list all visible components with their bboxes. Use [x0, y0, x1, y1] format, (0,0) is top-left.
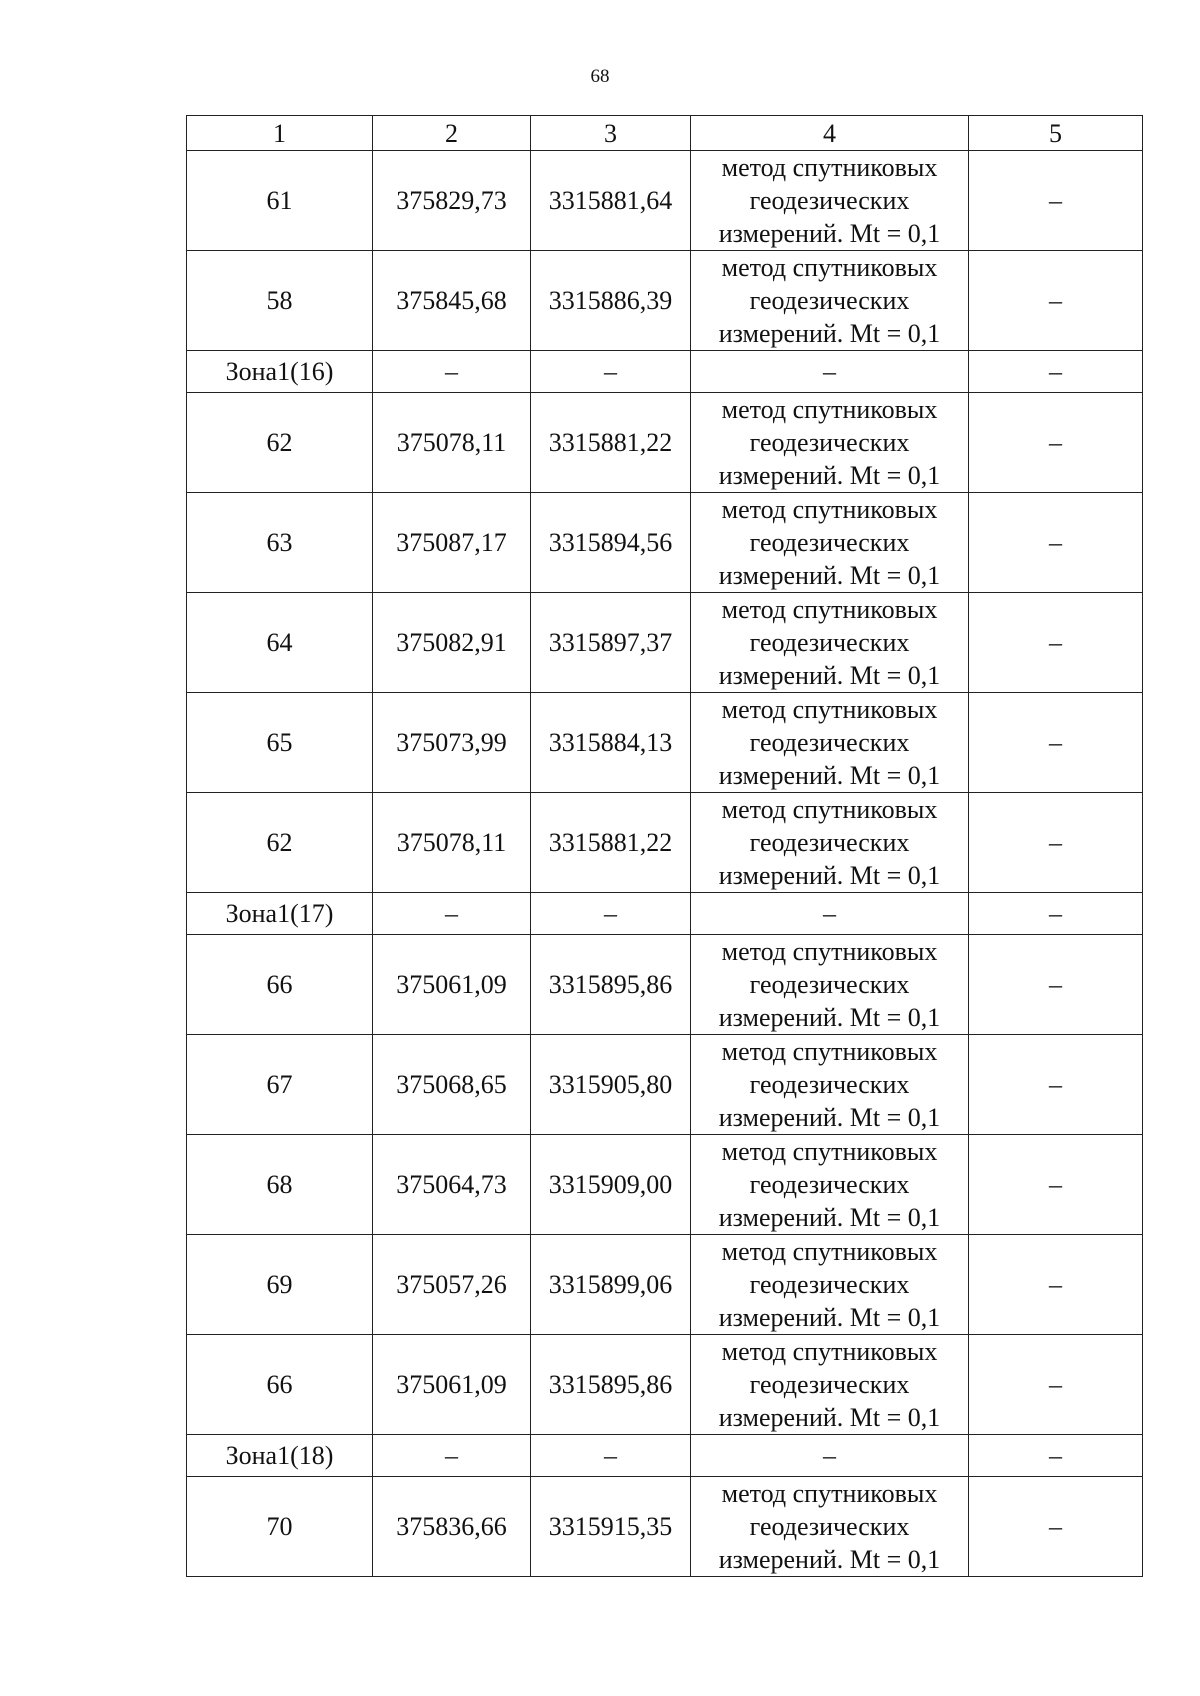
- x-coordinate-cell: 375061,09: [373, 935, 531, 1035]
- table-row: [187, 1335, 1143, 1435]
- header-row: [187, 116, 1143, 151]
- point-cell: Зона1(17): [187, 893, 373, 935]
- note-cell: –: [969, 1335, 1143, 1435]
- x-coordinate-cell: 375061,09: [373, 1335, 531, 1435]
- note-cell: –: [969, 251, 1143, 351]
- table-row: [187, 1477, 1143, 1577]
- point-cell: 61: [187, 151, 373, 251]
- zone-row: [187, 1435, 1143, 1477]
- method-cell: метод спутниковых геодезических измерений. Mt = 0,1: [691, 1035, 969, 1135]
- x-coordinate-cell: 375078,11: [373, 393, 531, 493]
- header-col-2: 2: [373, 116, 531, 151]
- y-coordinate-cell: 3315909,00: [531, 1135, 691, 1235]
- y-coordinate-cell: 3315905,80: [531, 1035, 691, 1135]
- note-cell: –: [969, 1035, 1143, 1135]
- method-cell: метод спутниковых геодезических измерений. Mt = 0,1: [691, 793, 969, 893]
- x-coordinate-cell: –: [373, 351, 531, 393]
- note-cell: –: [969, 1135, 1143, 1235]
- y-coordinate-cell: 3315897,37: [531, 593, 691, 693]
- x-coordinate-cell: 375078,11: [373, 793, 531, 893]
- point-cell: 63: [187, 493, 373, 593]
- page-number: 68: [590, 66, 610, 87]
- note-cell: –: [969, 393, 1143, 493]
- coordinates-table: [186, 115, 1143, 1577]
- table-row: [187, 1035, 1143, 1135]
- y-coordinate-cell: 3315894,56: [531, 493, 691, 593]
- table-row: [187, 793, 1143, 893]
- table-row: [187, 251, 1143, 351]
- x-coordinate-cell: –: [373, 1435, 531, 1477]
- point-cell: 58: [187, 251, 373, 351]
- note-cell: –: [969, 351, 1143, 393]
- header-col-5: 5: [969, 116, 1143, 151]
- y-coordinate-cell: 3315881,22: [531, 393, 691, 493]
- note-cell: –: [969, 893, 1143, 935]
- table-row: [187, 493, 1143, 593]
- point-cell: 66: [187, 1335, 373, 1435]
- y-coordinate-cell: 3315881,64: [531, 151, 691, 251]
- method-cell: метод спутниковых геодезических измерений. Mt = 0,1: [691, 1335, 969, 1435]
- point-cell: 67: [187, 1035, 373, 1135]
- x-coordinate-cell: 375845,68: [373, 251, 531, 351]
- header-col-1: 1: [187, 116, 373, 151]
- method-cell: метод спутниковых геодезических измерений. Mt = 0,1: [691, 935, 969, 1035]
- note-cell: –: [969, 693, 1143, 793]
- y-coordinate-cell: –: [531, 1435, 691, 1477]
- x-coordinate-cell: 375064,73: [373, 1135, 531, 1235]
- y-coordinate-cell: 3315881,22: [531, 793, 691, 893]
- method-cell: –: [691, 351, 969, 393]
- header-col-3: 3: [531, 116, 691, 151]
- table-row: [187, 1235, 1143, 1335]
- x-coordinate-cell: 375073,99: [373, 693, 531, 793]
- point-cell: 64: [187, 593, 373, 693]
- method-cell: –: [691, 1435, 969, 1477]
- header-col-4: 4: [691, 116, 969, 151]
- method-cell: метод спутниковых геодезических измерений. Mt = 0,1: [691, 493, 969, 593]
- y-coordinate-cell: –: [531, 351, 691, 393]
- x-coordinate-cell: –: [373, 893, 531, 935]
- point-cell: 70: [187, 1477, 373, 1577]
- x-coordinate-cell: 375057,26: [373, 1235, 531, 1335]
- note-cell: –: [969, 935, 1143, 1035]
- table-row: [187, 151, 1143, 251]
- table-row: [187, 593, 1143, 693]
- y-coordinate-cell: 3315915,35: [531, 1477, 691, 1577]
- y-coordinate-cell: 3315899,06: [531, 1235, 691, 1335]
- note-cell: –: [969, 793, 1143, 893]
- table-header: [187, 116, 1143, 151]
- note-cell: –: [969, 593, 1143, 693]
- point-cell: 69: [187, 1235, 373, 1335]
- x-coordinate-cell: 375829,73: [373, 151, 531, 251]
- zone-row: [187, 893, 1143, 935]
- point-cell: Зона1(16): [187, 351, 373, 393]
- note-cell: –: [969, 151, 1143, 251]
- method-cell: метод спутниковых геодезических измерений. Mt = 0,1: [691, 151, 969, 251]
- method-cell: –: [691, 893, 969, 935]
- method-cell: метод спутниковых геодезических измерений. Mt = 0,1: [691, 1477, 969, 1577]
- table-body: [187, 151, 1143, 1577]
- y-coordinate-cell: 3315884,13: [531, 693, 691, 793]
- point-cell: 62: [187, 793, 373, 893]
- method-cell: метод спутниковых геодезических измерений. Mt = 0,1: [691, 1135, 969, 1235]
- point-cell: 65: [187, 693, 373, 793]
- point-cell: 68: [187, 1135, 373, 1235]
- note-cell: –: [969, 1477, 1143, 1577]
- point-cell: 62: [187, 393, 373, 493]
- note-cell: –: [969, 1235, 1143, 1335]
- note-cell: –: [969, 493, 1143, 593]
- x-coordinate-cell: 375082,91: [373, 593, 531, 693]
- method-cell: метод спутниковых геодезических измерений. Mt = 0,1: [691, 593, 969, 693]
- y-coordinate-cell: –: [531, 893, 691, 935]
- method-cell: метод спутниковых геодезических измерений. Mt = 0,1: [691, 693, 969, 793]
- point-cell: Зона1(18): [187, 1435, 373, 1477]
- table-row: [187, 935, 1143, 1035]
- table-row: [187, 1135, 1143, 1235]
- point-cell: 66: [187, 935, 373, 1035]
- method-cell: метод спутниковых геодезических измерений. Mt = 0,1: [691, 251, 969, 351]
- x-coordinate-cell: 375068,65: [373, 1035, 531, 1135]
- method-cell: метод спутниковых геодезических измерений. Mt = 0,1: [691, 393, 969, 493]
- y-coordinate-cell: 3315886,39: [531, 251, 691, 351]
- method-cell: метод спутниковых геодезических измерений. Mt = 0,1: [691, 1235, 969, 1335]
- x-coordinate-cell: 375836,66: [373, 1477, 531, 1577]
- x-coordinate-cell: 375087,17: [373, 493, 531, 593]
- table-row: [187, 393, 1143, 493]
- note-cell: –: [969, 1435, 1143, 1477]
- table-row: [187, 693, 1143, 793]
- zone-row: [187, 351, 1143, 393]
- y-coordinate-cell: 3315895,86: [531, 1335, 691, 1435]
- y-coordinate-cell: 3315895,86: [531, 935, 691, 1035]
